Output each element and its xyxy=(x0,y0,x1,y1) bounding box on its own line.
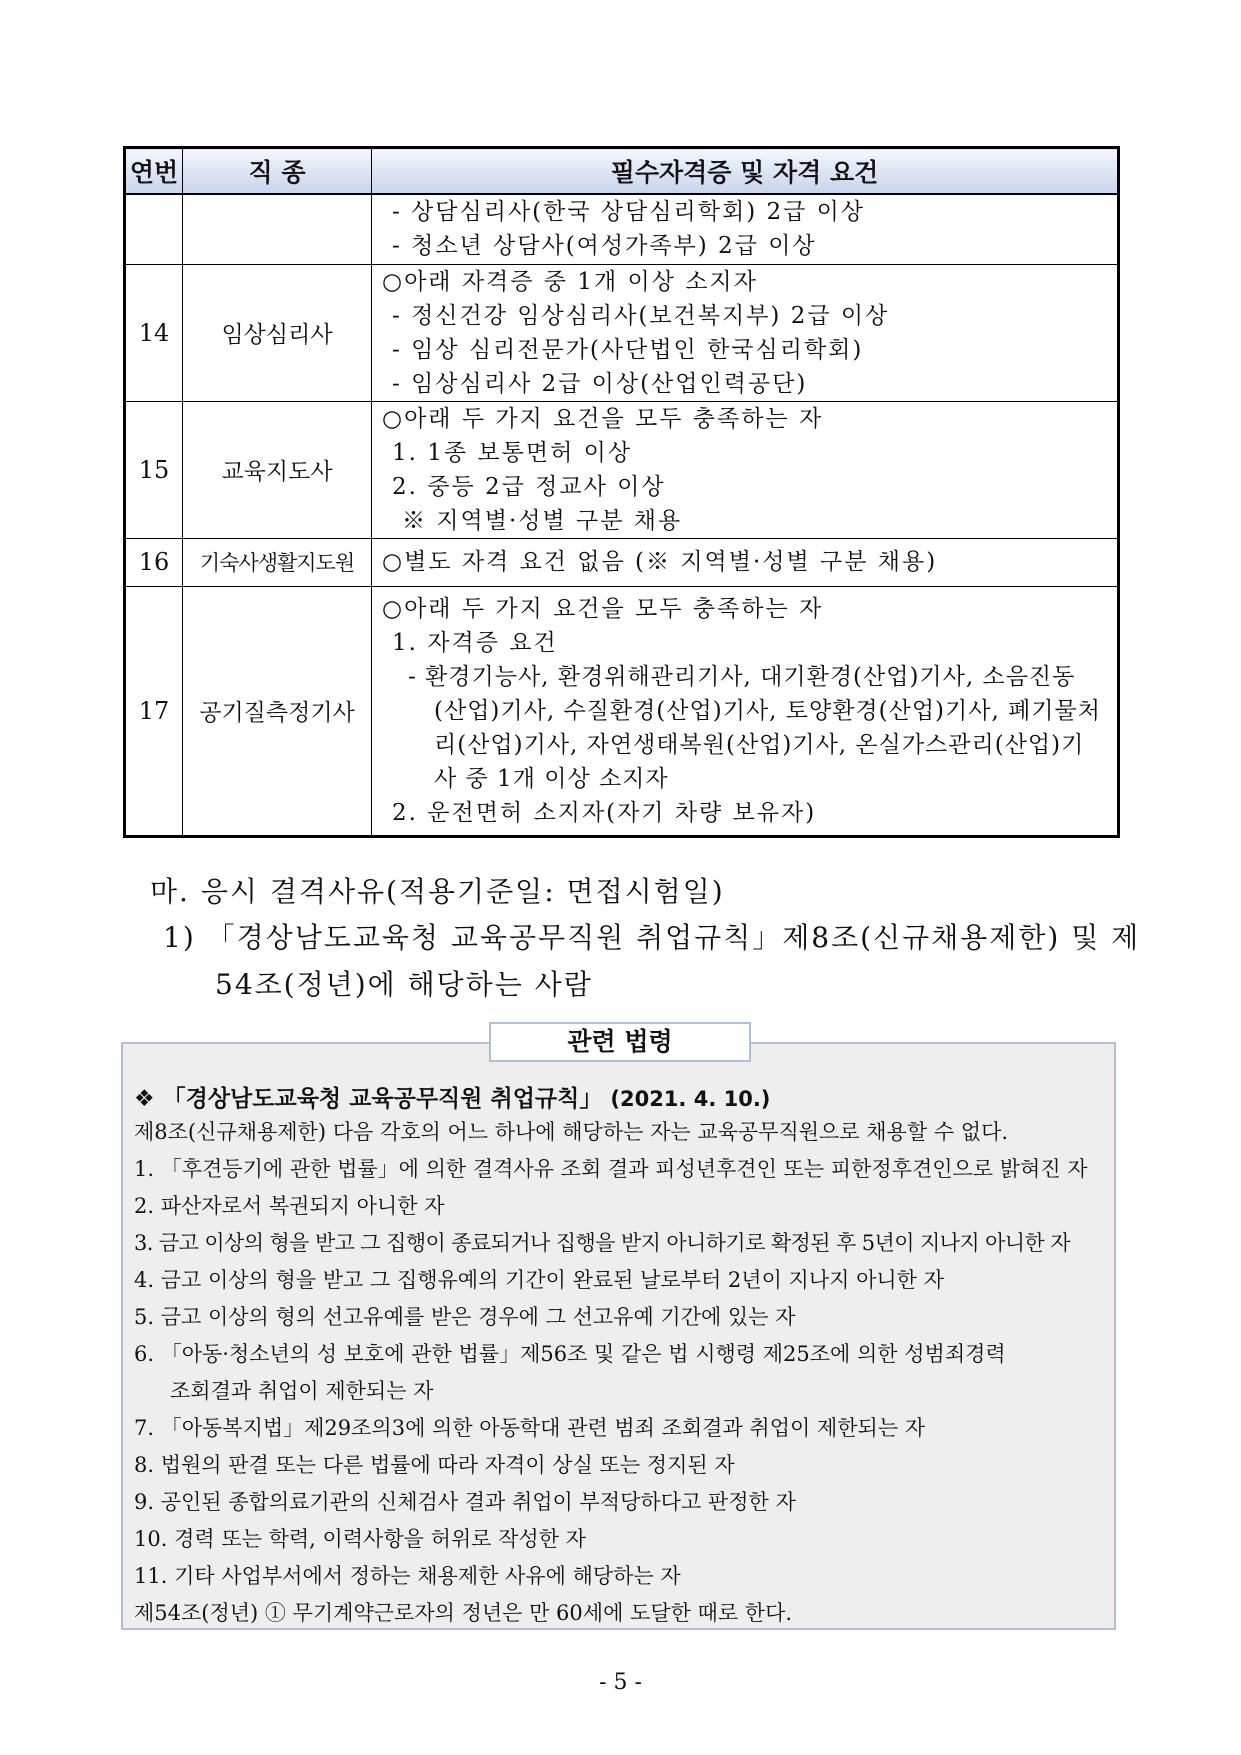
law-line: 3. 금고 이상의 형을 받고 그 집행이 종료되거나 집행을 받지 아니하기로 확정된 후 5년이 지나지 아니한 자 xyxy=(134,1231,1070,1255)
page-number: - 5 - xyxy=(599,1670,642,1695)
requirement-line: - 정신건강 임상심리사(보건복지부) 2급 이상 xyxy=(392,302,890,329)
qualification-table xyxy=(123,146,1120,838)
requirement-line: - 임상심리사 2급 이상(산업인력공단) xyxy=(392,370,808,397)
table-row xyxy=(125,538,1119,586)
requirement-line: ○별도 자격 요건 없음 (※ 지역별·성별 구분 채용) xyxy=(382,549,938,575)
row-requirements xyxy=(372,264,1119,401)
table-row xyxy=(125,586,1119,836)
table-header-row xyxy=(125,148,1119,195)
table-row xyxy=(125,264,1119,401)
requirement-line: - 청소년 상담사(여성가족부) 2급 이상 xyxy=(392,233,817,260)
related-law-tab: 관련 법령 xyxy=(489,1022,751,1062)
row-number: 17 xyxy=(125,586,183,836)
requirement-line: 2. 중등 2급 정교사 이상 xyxy=(392,473,666,500)
law-title xyxy=(134,1080,770,1113)
row-number xyxy=(125,194,183,264)
law-date: (2021. 4. 10.) xyxy=(610,1087,771,1111)
section-title: 마. 응시 결격사유(적용기준일: 면접시험일) xyxy=(150,875,725,908)
law-line: 7. 「아동복지법」제29조의3에 의한 아동학대 관련 범죄 조회결과 취업이 제한되는 자 xyxy=(134,1416,926,1440)
law-line: 5. 금고 이상의 형의 선고유예를 받은 경우에 그 선고유예 기간에 있는 자 xyxy=(134,1305,796,1329)
law-line: 제54조(정년) ① 무기계약근로자의 정년은 만 60세에 도달한 때로 한다. xyxy=(134,1601,793,1625)
requirement-line: 1. 1종 보통면허 이상 xyxy=(392,439,633,466)
law-title-text: ❖ 「경상남도교육청 교육공무직원 취업규칙」 xyxy=(134,1086,603,1112)
requirement-line: 2. 운전면허 소지자(자기 차량 보유자) xyxy=(392,799,817,826)
header-job: 직 종 xyxy=(183,148,372,195)
law-line: 11. 기타 사업부서에서 정하는 채용제한 사유에 해당하는 자 xyxy=(134,1564,681,1588)
row-requirements xyxy=(372,401,1119,538)
requirement-line: ○아래 두 가지 요건을 모두 충족하는 자 xyxy=(382,595,824,622)
row-number: 16 xyxy=(125,538,183,586)
header-no: 연번 xyxy=(125,148,183,195)
law-line: 6. 「아동·청소년의 성 보호에 관한 법률」제56조 및 같은 법 시행령 제25조에 의한 성범죄경력 xyxy=(134,1342,1006,1366)
row-job: 공기질측정기사 xyxy=(183,586,372,836)
row-job: 교육지도사 xyxy=(183,401,372,538)
table-row xyxy=(125,401,1119,538)
row-requirements xyxy=(372,586,1119,836)
row-number: 15 xyxy=(125,401,183,538)
law-line: 9. 공인된 종합의료기관의 신체검사 결과 취업이 부적당하다고 판정한 자 xyxy=(134,1490,796,1514)
law-line: 2. 파산자로서 복권되지 아니한 자 xyxy=(134,1194,445,1218)
law-line: 10. 경력 또는 학력, 이력사항을 허위로 작성한 자 xyxy=(134,1527,586,1551)
table-row xyxy=(125,194,1119,264)
row-job: 기숙사생활지도원 xyxy=(183,538,372,586)
item-line: 1) 「경상남도교육청 교육공무직원 취업규칙」제8조(신규채용제한) 및 제 xyxy=(163,921,1141,954)
law-line: 조회결과 취업이 제한되는 자 xyxy=(170,1379,434,1403)
requirement-line: - 상담심리사(한국 상담심리학회) 2급 이상 xyxy=(392,199,866,226)
law-text xyxy=(134,1114,1109,1632)
requirement-line: 1. 자격증 요건 xyxy=(392,629,558,656)
row-job: 임상심리사 xyxy=(183,264,372,401)
row-requirements xyxy=(372,538,1119,586)
section-item-1 xyxy=(163,914,1141,1008)
requirement-line: ※ 지역별·성별 구분 채용 xyxy=(402,507,683,534)
requirement-line: ○아래 두 가지 요건을 모두 충족하는 자 xyxy=(382,405,824,432)
requirement-line: - 임상 심리전문가(사단법인 한국심리학회) xyxy=(392,336,864,363)
law-line: 제8조(신규채용제한) 다음 각호의 어느 하나에 해당하는 자는 교육공무직원으로 채용할 수 없다. xyxy=(134,1120,1009,1144)
row-job xyxy=(183,194,372,264)
row-requirements xyxy=(372,194,1119,264)
item-line: 54조(정년)에 해당하는 사람 xyxy=(215,968,593,1001)
law-line: 1. 「후견등기에 관한 법률」에 의한 결격사유 조회 결과 피성년후견인 또는 피한정후견인으로 밝혀진 자 xyxy=(134,1157,1088,1181)
requirement-line: - 환경기능사, 환경위해관리기사, 대기환경(산업)기사, 소음진동(산업)기사, 수질환경(산업)기사, 토양환경(산업)기사, 폐기물처리(산업)기사, 자연생태복원(산업)기사, 온실가스관리(산업)기사 중 1개 이상 소지자 xyxy=(408,663,1101,792)
row-number: 14 xyxy=(125,264,183,401)
requirement-line: ○아래 자격증 중 1개 이상 소지자 xyxy=(382,268,758,295)
law-line: 8. 법원의 판결 또는 다른 법률에 따라 자격이 상실 또는 정지된 자 xyxy=(134,1453,735,1477)
law-line: 4. 금고 이상의 형을 받고 그 집행유예의 기간이 완료된 날로부터 2년이 지나지 아니한 자 xyxy=(134,1268,944,1292)
header-requirements: 필수자격증 및 자격 요건 xyxy=(372,148,1119,195)
